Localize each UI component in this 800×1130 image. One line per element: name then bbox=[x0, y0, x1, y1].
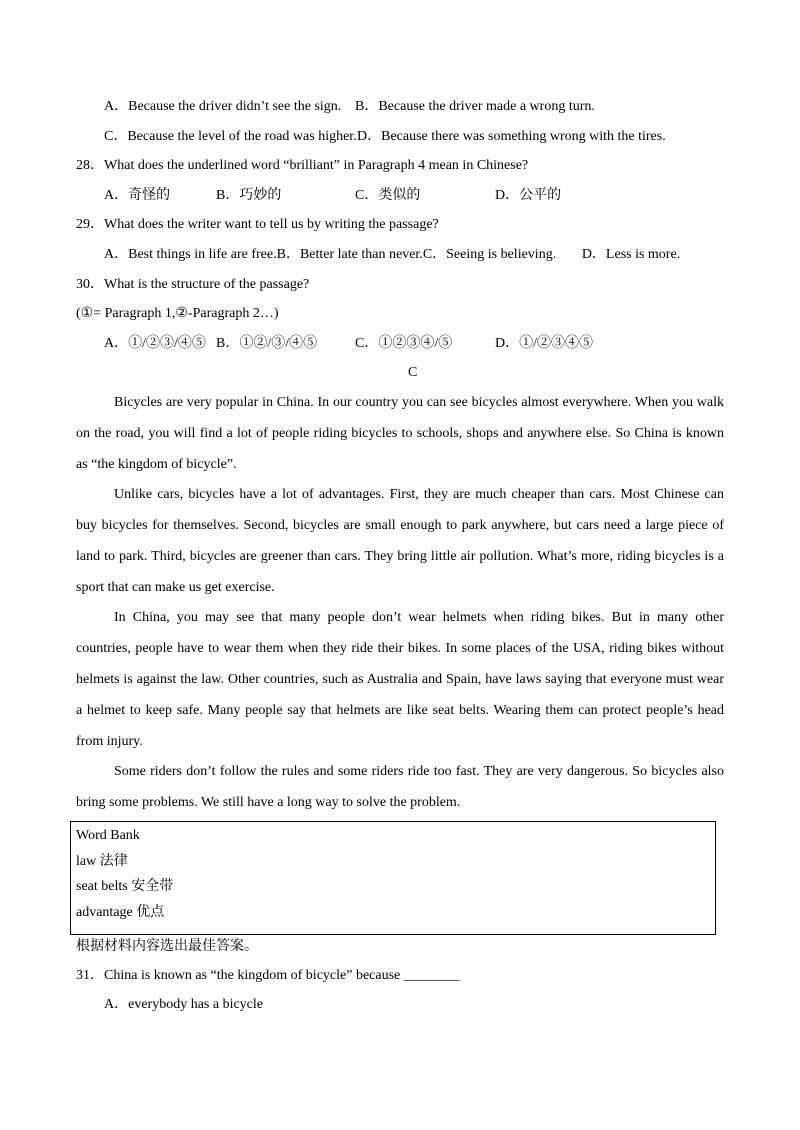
q28-option-c: C．类似的 bbox=[355, 187, 421, 203]
q29-option-b: B．Better late than never. bbox=[276, 246, 423, 262]
q27-options-row-2 bbox=[76, 122, 756, 152]
word-bank-box bbox=[70, 821, 716, 935]
paragraph-1-line-2: on the road, you will find a lot of people riding bicycles to schools, shops and anywhere else. So China is known bbox=[76, 426, 724, 441]
q27-option-d: D．Because there was something wrong with the tires. bbox=[357, 128, 666, 144]
q28-option-b: B．巧妙的 bbox=[216, 187, 282, 203]
q27-option-c: C．Because the level of the road was higher. bbox=[104, 128, 357, 144]
q28-options bbox=[76, 181, 756, 211]
word-bank-entry-advantage: advantage 优点 bbox=[76, 904, 165, 920]
paragraph-1-line-3: as “the kingdom of bicycle”. bbox=[76, 457, 237, 472]
paragraph-3-line-5: from injury. bbox=[76, 734, 143, 749]
q27-option-a: A．Because the driver didn’t see the sign. bbox=[104, 99, 342, 114]
paragraph-1-line-1: Bicycles are very popular in China. In our country you can see bicycles almost everywhere. When you walk bbox=[114, 395, 724, 410]
paragraph-4-line-2: bring some problems. We still have a long way to solve the problem. bbox=[76, 795, 461, 810]
word-bank-title: Word Bank bbox=[76, 828, 140, 843]
q30-note: (①= Paragraph 1,②-Paragraph 2…) bbox=[76, 306, 279, 322]
paragraph-2-line-2: buy bicycles for themselves. Second, bicycles are small enough to park anywhere, but cars need a large piece of bbox=[76, 518, 724, 533]
q30-options bbox=[76, 329, 756, 359]
paragraph-3-line-1: In China, you may see that many people don’t wear helmets when riding bikes. But in many other bbox=[114, 610, 724, 625]
q30-stem: 30．What is the structure of the passage? bbox=[76, 276, 310, 292]
paragraph-3-line-4: a helmet to keep safe. Many people say that helmets are like seat belts. Wearing them can protect people’s head bbox=[76, 703, 724, 718]
q28-stem: 28．What does the underlined word “brilliant” in Paragraph 4 mean in Chinese? bbox=[76, 158, 529, 174]
paragraph-2-line-1: Unlike cars, bicycles have a lot of advantages. First, they are much cheaper than cars. Most Chinese can bbox=[114, 487, 724, 502]
paragraph-2-line-3: land to park. Third, bicycles are greener than cars. They bring little air pollution. What’s more, riding bicycles is a bbox=[76, 549, 724, 564]
word-bank-entry-seat-belts: seat belts 安全带 bbox=[76, 879, 174, 894]
q30-option-c: C．①②③④/⑤ bbox=[355, 335, 453, 351]
passage-body bbox=[76, 387, 724, 818]
questions-27-30 bbox=[76, 92, 756, 388]
word-bank-entry-law: law 法律 bbox=[76, 853, 128, 869]
passage-paragraph-1 bbox=[76, 387, 724, 480]
q29-options bbox=[76, 240, 756, 270]
passage-paragraph-2 bbox=[76, 479, 724, 603]
q29-option-d: D．Less is more. bbox=[581, 246, 681, 262]
q27-options-row-1 bbox=[76, 92, 756, 122]
passage-paragraph-3 bbox=[76, 602, 724, 757]
q31-stem: 31．China is known as “the kingdom of bicycle” because ________ bbox=[76, 968, 460, 984]
q28-option-d: D．公平的 bbox=[495, 187, 562, 203]
questions-section bbox=[76, 932, 756, 1020]
q30-option-d: D．①/②③④⑤ bbox=[495, 335, 593, 351]
q30-option-a: A．①/②③/④⑤ bbox=[104, 335, 206, 351]
paragraph-4-line-1: Some riders don’t follow the rules and some riders ride too fast. They are very dangerous. So bicycles also bbox=[114, 764, 724, 779]
q28-option-a: A．奇怪的 bbox=[104, 187, 171, 203]
instruction-text: 根据材料内容选出最佳答案。 bbox=[76, 939, 258, 954]
q29-stem: 29．What does the writer want to tell us by writing the passage? bbox=[76, 217, 439, 233]
q27-option-b: B．Because the driver made a wrong turn. bbox=[355, 99, 595, 114]
paragraph-2-line-4: sport that can make us get exercise. bbox=[76, 580, 275, 595]
q29-option-a: A．Best things in life are free. bbox=[104, 246, 277, 262]
paragraph-3-line-3: helmets is against the law. Other countries, such as Australia and Spain, have laws saying that everyone must wear bbox=[76, 672, 724, 687]
q29-option-c: C．Seeing is believing. bbox=[422, 246, 557, 262]
passage-paragraph-4 bbox=[76, 756, 724, 818]
passage-heading: C bbox=[408, 365, 418, 381]
q31-option-a: A．everybody has a bicycle bbox=[104, 997, 263, 1013]
q30-option-b: B．①②/③/④⑤ bbox=[216, 335, 318, 351]
paragraph-3-line-2: countries, people have to wear them when they ride their bikes. In some places of the USA, riding bikes without bbox=[76, 641, 724, 656]
